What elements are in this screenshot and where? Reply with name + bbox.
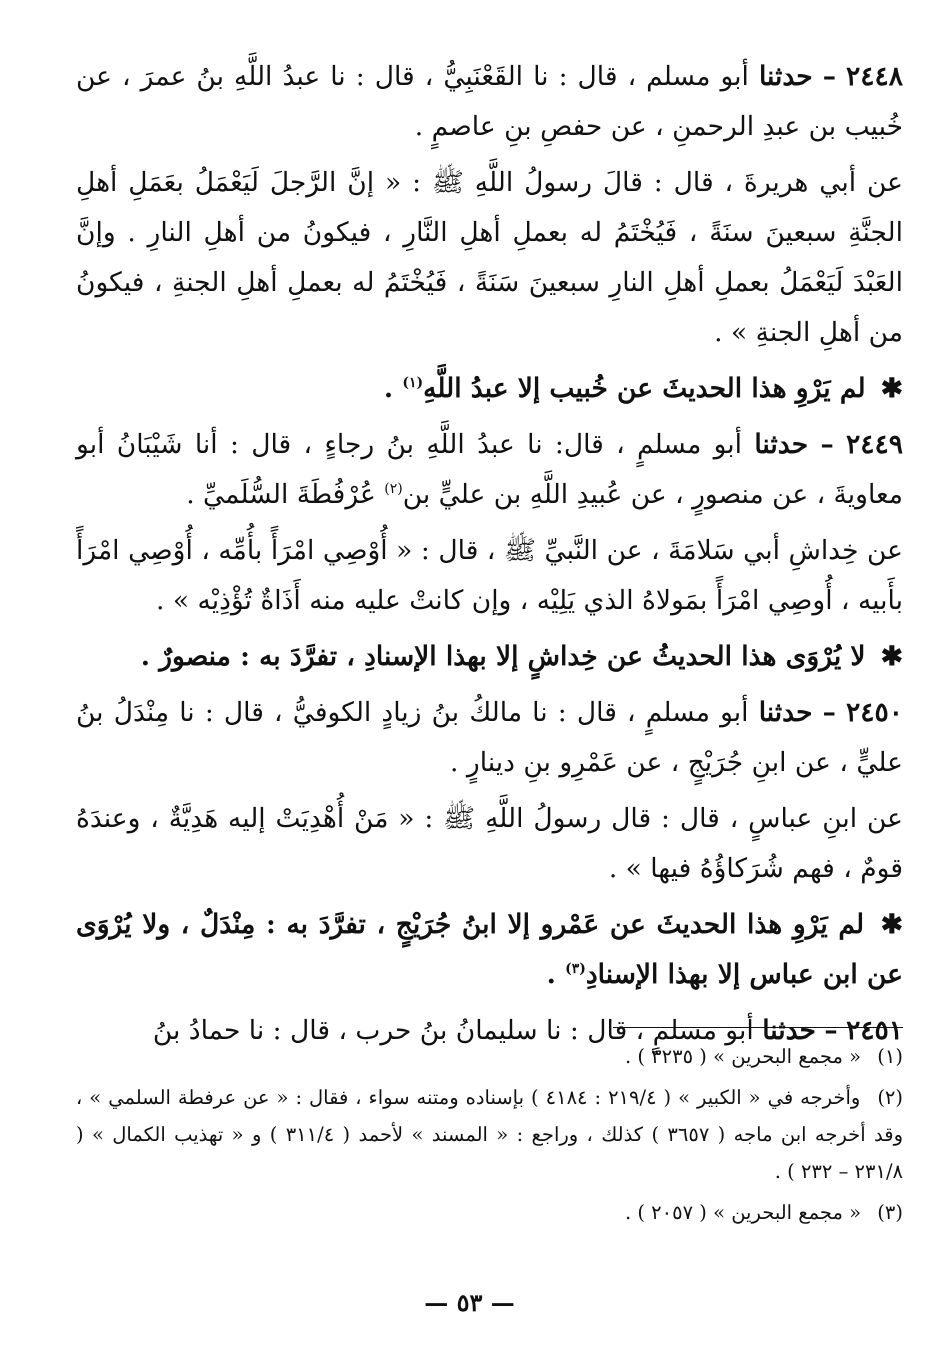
hadith-2449-note bbox=[76, 632, 903, 682]
dash: – bbox=[824, 1015, 838, 1046]
footnote-ref: (٣) bbox=[565, 961, 586, 978]
hadith-2449-isnad bbox=[76, 420, 903, 520]
hadith-2448-isnad bbox=[76, 52, 903, 152]
page-number: — ٥٣ — bbox=[424, 1288, 515, 1317]
hadith-number: ٢٤٥٠ bbox=[846, 697, 903, 728]
hadith-2449-matn: عن خِداشِ أبي سَلامَةَ ، عن النَّبيِّ ﷺ ، قال : « أُوْصِي امْرَأً بأُمِّه ، أُوْصِي امْرَأً بأَبيه ، أُوصِي امْرَأً بمَولاهُ الذي يَلِيْه ، وإن كانتْ عليه منه أَذَاةٌ تُؤْذِيْه » . bbox=[76, 535, 903, 616]
hadith-number: ٢٤٤٩ bbox=[846, 429, 903, 460]
hadith-2448-matn: عن أبي هريرةَ ، قال : قالَ رسولُ اللَّهِ ﷺ : « إنَّ الرَّجلَ لَيَعْمَلُ بعَمَلِ أهلِ الجنَّةِ سبعينَ سنَةً ، فَيُخْتَمُ له بعملِ أهلِ النَّارِ ، فيكونُ من أهلِ النارِ . وإنَّ العَبْدَ لَيَعْمَلُ بعملِ أهلِ النارِ سبعينَ سَنَةً ، فَيُخْتَمُ له بعملِ أهلِ الجنةِ ، فيكونُ من أهلِ الجنةِ » . bbox=[76, 167, 903, 348]
hadith-number: ٢٤٥١ bbox=[846, 1015, 903, 1046]
footnote-ref: (٢) bbox=[384, 481, 403, 498]
isnad-text: أبو مسلمٍ ، قال : نا مالكُ بنُ زيادٍ الكوفيُّ ، قال : نا مِنْدَلُ بنُ عليٍّ ، عن ابنِ جُرَيْجٍ ، عن عَمْرِو بنِ دينارٍ . bbox=[76, 697, 903, 778]
isnad-text: أبو مسلم ، قال : نا القَعْنَبِيُّ ، قال : نا عبدُ اللَّهِ بنُ عمرَ ، عن خُبيب بن عبدِ الرحمنِ ، عن حفصِ بنِ عاصمٍ . bbox=[76, 61, 903, 142]
hadith-2448-note bbox=[76, 364, 903, 414]
isnad-text: أبو مسلمٍ ، قال: نا عبدُ اللَّهِ بنُ رجاءٍ ، قال : أنا شَيْبَانُ أبو معاويةَ ، عن منصورٍ ، عن عُبيدِ اللَّهِ بن عليٍّ بن bbox=[76, 429, 903, 510]
footnote-number: (٢) bbox=[877, 1086, 904, 1109]
note-end: . bbox=[383, 373, 394, 404]
isnad-text: أبو مسلمٍ ، قال : نا سليمانُ بنُ حرب ، قال : نا حمادُ بنُ bbox=[152, 1015, 754, 1046]
footnote-1 bbox=[76, 1038, 903, 1075]
footnote-3 bbox=[76, 1194, 903, 1231]
footnote-text: وأخرجه في « الكبير » ( ٢١٩/٤ : ٤١٨٤ ) بإسناده ومتنه سواء ، فقال : « عن عرفطة السلمي » ، وقد أخرجه ابن ماجه ( ٣٦٥٧ ) كذلك ، وراجع : « المسند » لأحمد ( ٣١١/٤ ) و « تهذيب الكمال » ( ٢٣١/٨ – ٢٣٢ ) . bbox=[76, 1086, 903, 1183]
hadith-lead: حدثنا bbox=[758, 61, 813, 92]
asterisk-icon: ✱ bbox=[880, 909, 903, 940]
hadith-lead: حدثنا bbox=[758, 697, 813, 728]
footnote-text: « مجمع البحرين » ( ٣٢٣٥ ) . bbox=[624, 1045, 862, 1068]
footnote-number: (٣) bbox=[877, 1201, 903, 1224]
hadith-2450-matn: عن ابنِ عباسٍ ، قال : قال رسولُ اللَّهِ ﷺ : « مَنْ أُهْدِيَتْ إليه هَدِيَّةٌ ، وعندَهُ قومٌ ، فهم شُرَكاؤُهُ فيها » . bbox=[76, 803, 903, 884]
hadith-2450-note bbox=[76, 900, 903, 1000]
dash: – bbox=[820, 429, 834, 460]
hadith-lead: حدثنا bbox=[754, 429, 809, 460]
footnote-text: « مجمع البحرين » ( ٢٠٥٧ ) . bbox=[624, 1201, 862, 1224]
note-text: لم يَرْوِ هذا الحديثَ عن خُبيب إلا عبدُ اللَّهِ bbox=[423, 373, 866, 404]
asterisk-icon: ✱ bbox=[880, 641, 903, 672]
isnad-text-end: عُرْفُطَةَ السُّلَميِّ . bbox=[186, 479, 376, 510]
note-end: . bbox=[546, 959, 556, 990]
dash: – bbox=[822, 697, 836, 728]
footnote-2 bbox=[76, 1079, 903, 1190]
footnotes bbox=[76, 1038, 903, 1235]
hadith-2450-isnad bbox=[76, 688, 903, 788]
footnote-number: (١) bbox=[877, 1045, 903, 1068]
footnote-ref: (١) bbox=[402, 375, 424, 392]
dash: – bbox=[822, 61, 836, 92]
footnote-divider bbox=[613, 1027, 903, 1028]
asterisk-icon: ✱ bbox=[880, 373, 903, 404]
hadith-lead: حدثنا bbox=[762, 1015, 816, 1046]
note-text: لم يَرْوِ هذا الحديثَ عن عَمْرو إلا ابنُ جُرَيْجٍ ، تفرَّدَ به : مِنْدَلٌ ، ولا يُرْوَى عن ابن عباس إلا بهذا الإسنادِ bbox=[76, 909, 903, 990]
hadith-number: ٢٤٤٨ bbox=[846, 61, 903, 92]
note-text: لا يُرْوَى هذا الحديثُ عن خِداشٍ إلا بهذا الإسنادِ ، تفرَّدَ به : منصورٌ . bbox=[140, 641, 866, 672]
